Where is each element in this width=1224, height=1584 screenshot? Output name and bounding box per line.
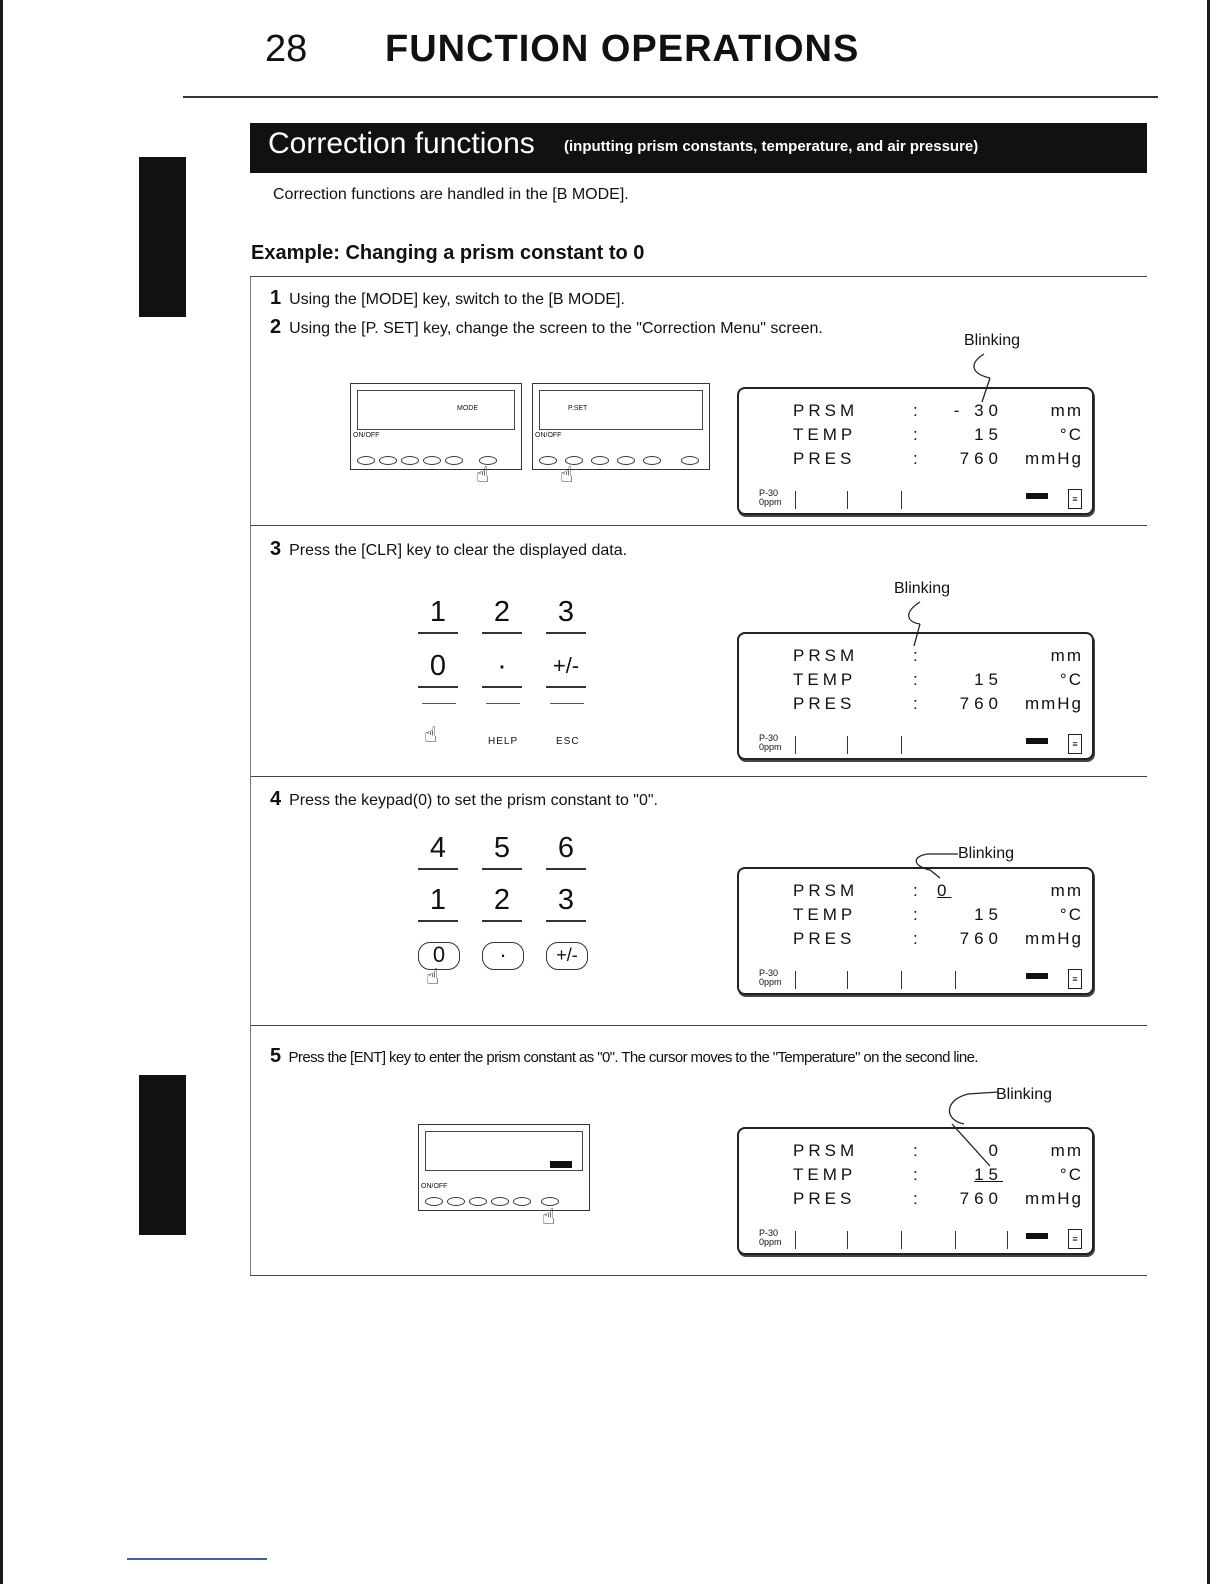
lcd-colon: : (913, 881, 918, 900)
lcd-row-pres (739, 929, 1092, 953)
panel-key[interactable] (491, 1197, 509, 1206)
lcd-label: PRES (793, 694, 856, 713)
lcd-row-temp (739, 1165, 1092, 1189)
lcd-label: PRES (793, 929, 856, 948)
lcd-label: PRSM (793, 881, 859, 900)
lcd-ppm: 0ppm (759, 742, 782, 752)
intro-text: Correction functions are handled in the [B MODE]. (273, 186, 629, 203)
step-divider (250, 1275, 1147, 1276)
lcd-row-pres (739, 1189, 1092, 1213)
lcd-footer (759, 489, 782, 507)
lcd-row-pres (739, 694, 1092, 718)
lcd-row-temp (739, 905, 1092, 929)
keypad-key-5[interactable]: 5 (482, 830, 522, 870)
lcd-ppm: 0ppm (759, 977, 782, 987)
page-edge-left (0, 0, 3, 1584)
panel-key[interactable] (445, 456, 463, 465)
keypad-key-4[interactable]: 4 (418, 830, 458, 870)
lcd-colon: : (913, 401, 918, 420)
esc-key[interactable]: ESC (556, 736, 580, 747)
lcd-label: TEMP (793, 670, 857, 689)
lcd-unit: mmHg (1024, 1189, 1083, 1208)
header-rule (183, 96, 1158, 98)
step-divider (250, 776, 1147, 777)
lcd-row-pres (739, 449, 1092, 473)
step-text: Press the [CLR] key to clear the displayed data. (289, 542, 628, 559)
lcd-value: 760 (959, 449, 1003, 468)
battery-icon (1026, 1233, 1048, 1239)
panel-key[interactable] (425, 1197, 443, 1206)
panel-key[interactable] (513, 1197, 531, 1206)
example-heading: Example: Changing a prism constant to 0 (251, 242, 645, 264)
lcd-softkey-dividers (795, 1231, 1015, 1249)
lcd-model: P-30 (759, 488, 779, 498)
keypad-key-1[interactable]: 1 (418, 594, 458, 634)
lcd-softkey-dividers (795, 491, 1015, 509)
lcd-unit: mmHg (1024, 449, 1083, 468)
battery-icon (550, 1161, 572, 1168)
lcd-label: PRSM (793, 646, 859, 665)
clr-key[interactable] (422, 703, 456, 704)
lcd-value: 0 (988, 1141, 1003, 1160)
lcd-colon: : (913, 425, 918, 444)
lcd-value: 760 (959, 1189, 1003, 1208)
keypad-key-3[interactable]: 3 (546, 882, 586, 922)
lcd-footer (759, 734, 782, 752)
lcd-colon: : (913, 1141, 918, 1160)
lcd-colon: : (913, 905, 918, 924)
lcd-ppm: 0ppm (759, 497, 782, 507)
step-3 (270, 538, 627, 561)
battery-icon (1026, 493, 1048, 499)
panel-key[interactable] (539, 456, 557, 465)
lcd-label: PRSM (793, 1141, 859, 1160)
blinking-callout: Blinking (964, 332, 1021, 349)
lcd-label: TEMP (793, 425, 857, 444)
lcd-model: P-30 (759, 968, 779, 978)
blinking-callout: Blinking (996, 1086, 1053, 1103)
esc-key-cap[interactable] (550, 703, 584, 704)
memory-card-icon: ≡ (1068, 489, 1082, 509)
steps-left-rule (250, 277, 251, 1275)
lcd-colon: : (913, 1189, 918, 1208)
panel-key[interactable] (357, 456, 375, 465)
step-1 (270, 287, 625, 310)
lcd-colon: : (913, 670, 918, 689)
pointing-hand-icon: ☝ (560, 462, 574, 487)
lcd-value: - 30 (953, 401, 1003, 420)
lcd-screen-step-5 (737, 1127, 1094, 1255)
step-text: Using the [P. SET] key, change the screen to the "Correction Menu" screen. (289, 320, 823, 337)
step-text: Using the [MODE] key, switch to the [B MODE]. (289, 291, 625, 308)
step-5 (270, 1045, 978, 1068)
keypad-key-0[interactable]: 0 (418, 942, 460, 970)
lcd-label: PRSM (793, 401, 859, 420)
pointing-hand-icon: ☝ (542, 1204, 556, 1229)
pointing-hand-icon: ☝ (424, 722, 438, 747)
lcd-label: PRES (793, 449, 856, 468)
step-number: 1 (270, 287, 282, 309)
step-number: 2 (270, 316, 282, 338)
blinking-callout: Blinking (958, 845, 1015, 862)
keypad-key-2[interactable]: 2 (482, 594, 522, 634)
step-2 (270, 316, 823, 339)
onoff-label: ON/OFF (421, 1183, 448, 1190)
panel-screen (357, 390, 515, 430)
panel-key[interactable] (401, 456, 419, 465)
section-subtitle: (inputting prism constants, temperature, and air pressure) (564, 138, 979, 155)
lcd-footer (759, 1229, 782, 1247)
lcd-label: TEMP (793, 905, 857, 924)
keypad-key-1[interactable]: 1 (418, 882, 458, 922)
battery-icon (1026, 738, 1048, 744)
keypad-key-0[interactable]: 0 (418, 648, 458, 688)
onoff-label: ON/OFF (535, 432, 562, 439)
step-divider (250, 525, 1147, 526)
callout-leader (960, 350, 1020, 410)
onoff-label: ON/OFF (353, 432, 380, 439)
section-title: Correction functions (268, 127, 535, 160)
panel-pset-tag: P.SET (568, 405, 588, 412)
keypad-key-point[interactable]: · (482, 648, 522, 688)
instrument-panel-ent (418, 1124, 590, 1211)
callout-leader (900, 598, 960, 658)
section-tab-marker (139, 1075, 186, 1235)
panel-key[interactable] (591, 456, 609, 465)
lcd-ppm: 0ppm (759, 1237, 782, 1247)
callout-leader (904, 848, 974, 888)
help-key[interactable]: HELP (488, 736, 519, 747)
keypad-key-3[interactable]: 3 (546, 594, 586, 634)
lcd-value: 15 (974, 670, 1003, 689)
panel-screen (425, 1131, 583, 1171)
lcd-unit: mm (1050, 646, 1083, 665)
lcd-colon: : (913, 694, 918, 713)
lcd-unit: mmHg (1024, 694, 1083, 713)
instrument-panel-mode (350, 383, 522, 470)
step-text: Press the keypad(0) to set the prism constant to "0". (289, 792, 658, 809)
page-heading: FUNCTION OPERATIONS (385, 28, 860, 70)
lcd-row-prsm (739, 401, 1092, 425)
step-divider (250, 1025, 1147, 1026)
lcd-softkey-dividers (795, 736, 1015, 754)
lcd-label: PRES (793, 1189, 856, 1208)
lcd-colon: : (913, 1165, 918, 1184)
memory-card-icon: ≡ (1068, 734, 1082, 754)
section-tab-marker (139, 157, 186, 317)
step-divider (250, 276, 1147, 277)
keypad-key-plusminus[interactable]: +/- (546, 648, 586, 688)
panel-key[interactable] (681, 456, 699, 465)
keypad-key-plusminus[interactable]: +/- (546, 942, 588, 970)
keypad-key-6[interactable]: 6 (546, 830, 586, 870)
blinking-callout: Blinking (894, 580, 951, 597)
lcd-unit: mm (1050, 881, 1083, 900)
lcd-unit: °C (1059, 1165, 1083, 1184)
battery-icon (1026, 973, 1048, 979)
lcd-value: 15 (974, 1165, 1003, 1184)
lcd-value: 15 (974, 425, 1003, 444)
lcd-model: P-30 (759, 733, 779, 743)
panel-key[interactable] (447, 1197, 465, 1206)
step-number: 3 (270, 538, 282, 560)
lcd-colon: : (913, 646, 918, 665)
step-4 (270, 788, 658, 811)
footer-rule (127, 1558, 267, 1560)
lcd-colon: : (913, 929, 918, 948)
panel-key[interactable] (423, 456, 441, 465)
lcd-value: 760 (959, 694, 1003, 713)
pointing-hand-icon: ☝ (476, 462, 490, 487)
panel-mode-tag: MODE (457, 405, 478, 412)
lcd-unit: mmHg (1024, 929, 1083, 948)
step-number: 5 (270, 1045, 281, 1067)
lcd-value: 760 (959, 929, 1003, 948)
keypad-key-point[interactable]: · (482, 942, 524, 970)
panel-key[interactable] (469, 1197, 487, 1206)
lcd-colon: : (913, 449, 918, 468)
lcd-row-temp (739, 425, 1092, 449)
help-key-cap[interactable] (486, 703, 520, 704)
callout-leader (940, 1088, 1010, 1178)
step-number: 4 (270, 788, 282, 810)
lcd-unit: °C (1059, 425, 1083, 444)
lcd-row-prsm (739, 1141, 1092, 1165)
lcd-label: TEMP (793, 1165, 857, 1184)
panel-key[interactable] (643, 456, 661, 465)
lcd-unit: °C (1059, 670, 1083, 689)
page-edge-right (1207, 0, 1210, 1584)
instrument-panel-pset (532, 383, 710, 470)
memory-card-icon: ≡ (1068, 969, 1082, 989)
step-text: Press the [ENT] key to enter the prism constant as "0". The cursor moves to the "Temperature" on the second line. (288, 1049, 978, 1066)
lcd-unit: mm (1050, 401, 1083, 420)
pointing-hand-icon: ☝ (426, 964, 440, 989)
lcd-row-temp (739, 670, 1092, 694)
lcd-value: 15 (974, 905, 1003, 924)
panel-key[interactable] (379, 456, 397, 465)
panel-screen (539, 390, 703, 430)
section-banner (250, 123, 1147, 173)
keypad-key-2[interactable]: 2 (482, 882, 522, 922)
lcd-unit: mm (1050, 1141, 1083, 1160)
lcd-value: 0 (937, 881, 952, 900)
panel-key[interactable] (617, 456, 635, 465)
lcd-screen-step-2 (737, 387, 1094, 515)
lcd-softkey-dividers (795, 971, 1015, 989)
lcd-unit: °C (1059, 905, 1083, 924)
lcd-model: P-30 (759, 1228, 779, 1238)
memory-card-icon: ≡ (1068, 1229, 1082, 1249)
lcd-footer (759, 969, 782, 987)
page-number: 28 (265, 28, 308, 70)
